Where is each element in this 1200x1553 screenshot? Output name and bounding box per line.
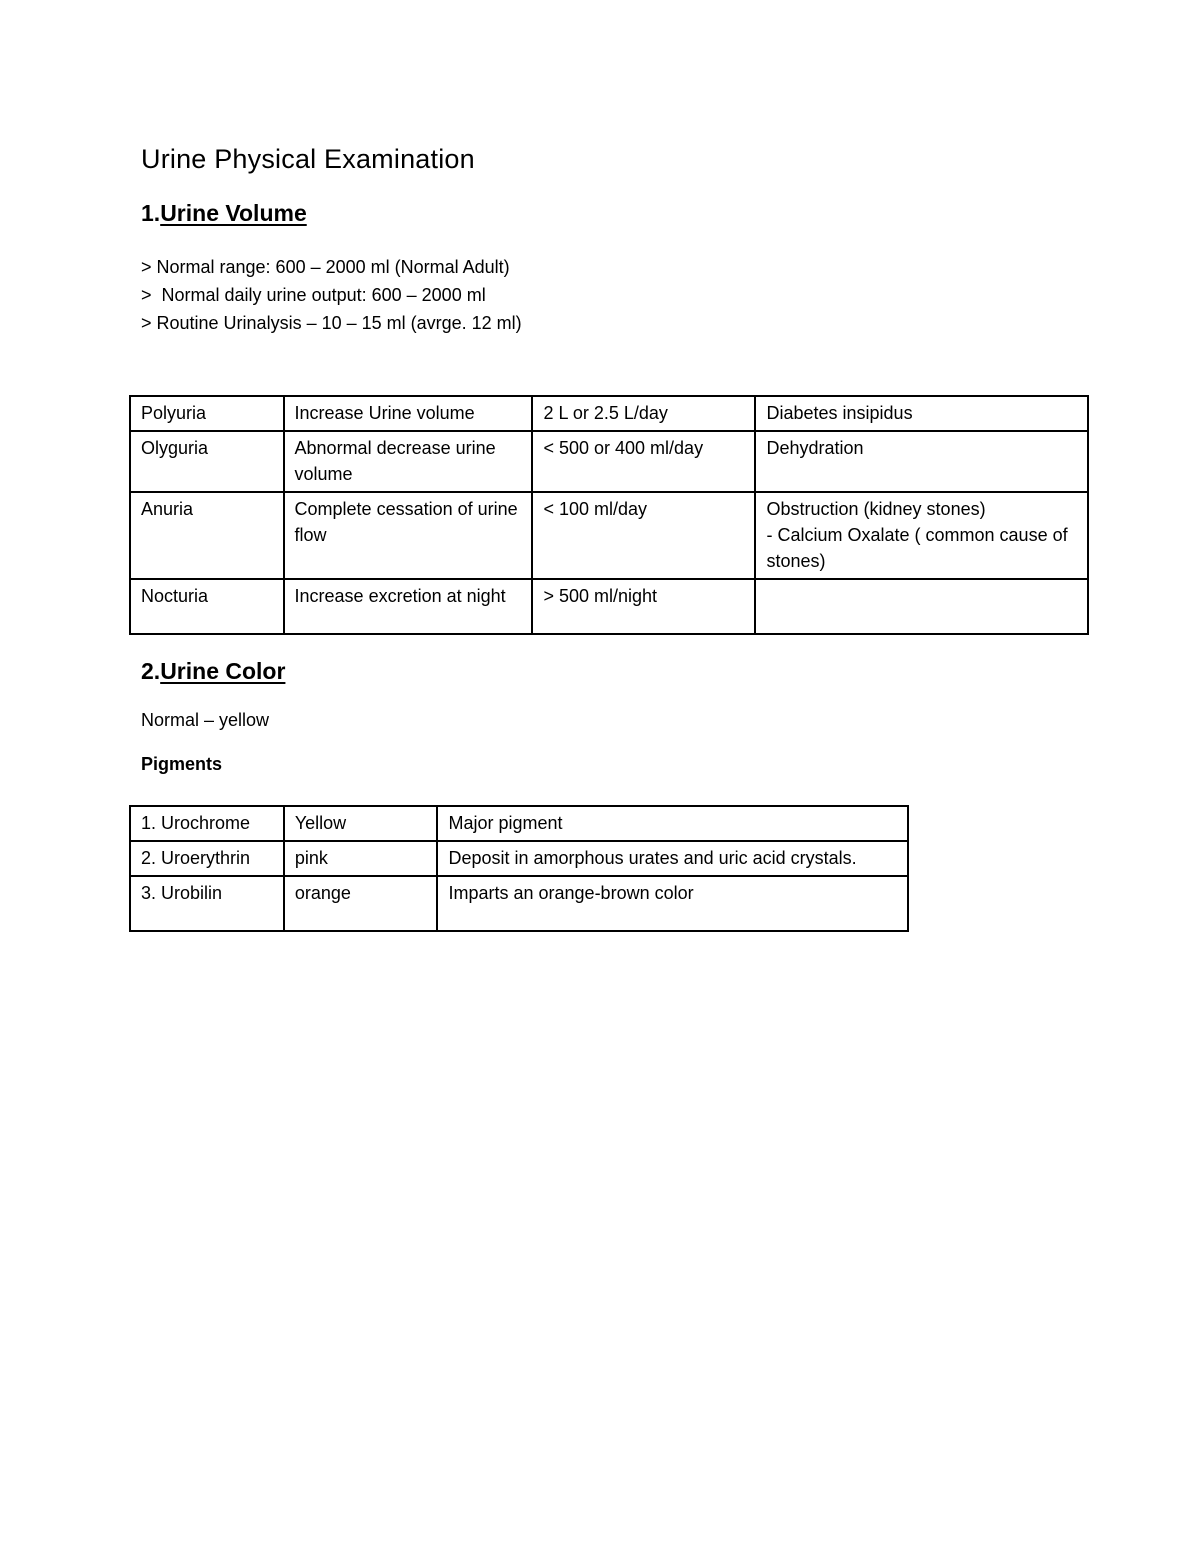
table-cell: 2. Uroerythrin [130,841,284,876]
table-row [130,841,908,876]
pigments-subheading: Pigments [141,754,223,774]
volume-bullet-list [141,253,522,337]
table-cell: Polyuria [130,396,284,431]
table-cell: Nocturia [130,579,284,634]
normal-color-text: Normal – yellow [141,710,270,730]
bullet-item: > Normal range: 600 – 2000 ml (Normal Adult) [141,257,510,277]
table-cell: 2 L or 2.5 L/day [532,396,755,431]
table-row [130,876,908,931]
section-number: 1. [141,200,161,226]
table-cell [755,492,1088,579]
section-title: Urine Volume [160,200,307,226]
section-title: Urine Color [160,658,286,684]
table-cell: Increase excretion at night [284,579,533,634]
table-cell: 3. Urobilin [130,876,284,931]
table-cell: Major pigment [437,806,908,841]
table-row [130,492,1088,579]
table-cell: Yellow [284,806,438,841]
urine-volume-table [129,395,1089,635]
table-cell: Abnormal decrease urine volume [284,431,533,492]
table-row [130,579,1088,634]
table-cell [755,579,1088,634]
table-cell: Increase Urine volume [284,396,533,431]
table-row [130,431,1088,492]
bullet-item: > Normal daily urine output: 600 – 2000 ml [141,285,486,305]
section-heading-urine-color [141,658,285,685]
table-cell: 1. Urochrome [130,806,284,841]
table-cell: Dehydration [755,431,1088,492]
section-number: 2. [141,658,161,684]
table-cell: Diabetes insipidus [755,396,1088,431]
table-row [130,806,908,841]
table-cell: orange [284,876,438,931]
table-cell: Imparts an orange-brown color [437,876,908,931]
section-heading-urine-volume [141,200,307,227]
table-row [130,396,1088,431]
table-cell: > 500 ml/night [532,579,755,634]
table-cell: Complete cessation of urine flow [284,492,533,579]
table-cell: Anuria [130,492,284,579]
table-cell: < 500 or 400 ml/day [532,431,755,492]
table-cell: Deposit in amorphous urates and uric acid crystals. [437,841,908,876]
cell-line: - Calcium Oxalate ( common cause of stones) [766,525,1068,571]
table-cell: Olyguria [130,431,284,492]
table-cell: pink [284,841,438,876]
cell-line: Obstruction (kidney stones) [766,499,986,519]
table-cell: < 100 ml/day [532,492,755,579]
bullet-item: > Routine Urinalysis – 10 – 15 ml (avrge. 12 ml) [141,313,522,333]
pigments-table [129,805,909,932]
page-title: Urine Physical Examination [141,144,475,174]
